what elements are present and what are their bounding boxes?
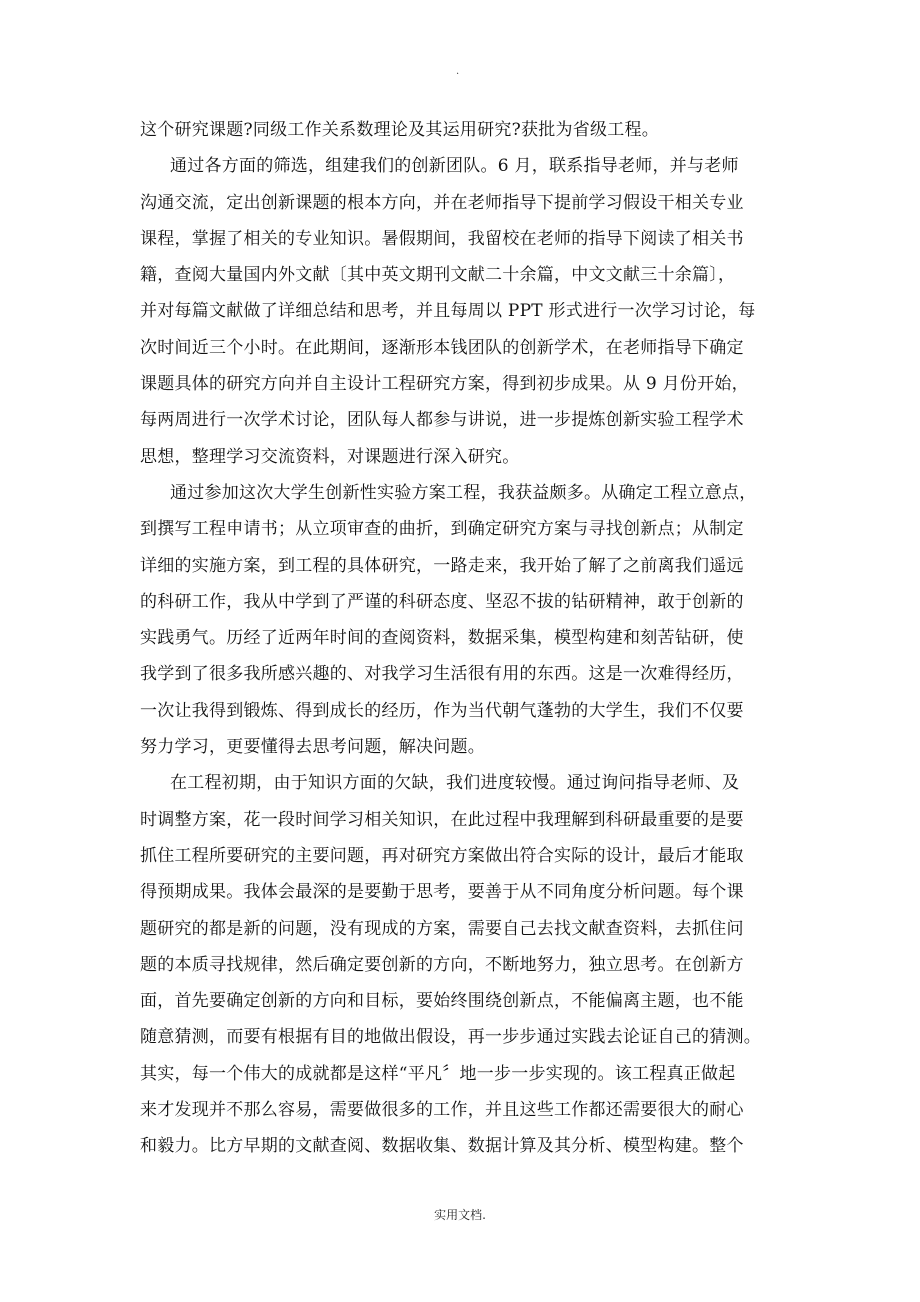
- paragraph: [140, 112, 790, 148]
- text-line: 实践勇气。历经了近两年时间的查阅资料，数据采集，模型构建和刻苦钻研，使: [140, 628, 744, 649]
- text-line: 题的本质寻找规律，然后确定要创新的方向，不断地努力，独立思考。在创新方: [140, 954, 744, 975]
- header-mark: .: [456, 66, 460, 77]
- text-line: 通过参加这次大学生创新性实验方案工程，我获益颇多。从确定工程立意点，: [170, 482, 757, 503]
- text-line: 的科研工作，我从中学到了严谨的科研态度、坚忍不拔的钻研精神，敢于创新的: [140, 591, 744, 612]
- text-line: 思想，整理学习交流资料，对课题进行深入研究。: [140, 446, 520, 467]
- text-line: 我学到了很多我所感兴趣的、对我学习生活很有用的东西。这是一次难得经历，: [140, 664, 744, 685]
- text-line: 面，首先要确定创新的方向和目标，要始终围绕创新点，不能偏离主题，也不能: [140, 991, 744, 1012]
- page-footer: 实用文档.: [434, 1208, 486, 1222]
- text-line: 在工程初期，由于知识方面的欠缺，我们进度较慢。通过询问指导老师、及: [170, 773, 740, 794]
- text-line: 一次让我得到锻炼、得到成长的经历，作为当代朝气蓬勃的大学生，我们不仅要: [140, 700, 744, 721]
- text-line: 到撰写工程申请书；从立项审查的曲折，到确定研究方案与寻找创新点；从制定: [140, 519, 744, 540]
- text-line: 时调整方案，花一段时间学习相关知识，在此过程中我理解到科研最重要的是要: [140, 809, 744, 830]
- text-line: 沟通交流，定出创新课题的根本方向，并在老师指导下提前学习假设干相关专业: [140, 192, 744, 213]
- text-line: 通过各方面的筛选，组建我们的创新团队。6 月，联系指导老师，并与老师: [170, 156, 739, 177]
- text-line: 每两周进行一次学术讨论，团队每人都参与讲说，进一步提炼创新实验工程学术: [140, 410, 744, 431]
- text-line: 得预期成果。我体会最深的是要勤于思考，要善于从不同角度分析问题。每个课: [140, 882, 744, 903]
- text-line: 并对每篇文献做了详细总结和思考，并且每周以 PPT 形式进行一次学习讨论，每: [140, 301, 756, 322]
- paragraph: [140, 765, 790, 1164]
- paragraph: [140, 475, 790, 765]
- text-line: 课题具体的研究方向并自主设计工程研究方案，得到初步成果。从 9 月份开始，: [140, 374, 749, 395]
- text-line: 来才发现并不那么容易，需要做很多的工作，并且这些工作都还需要很大的耐心: [140, 1100, 744, 1121]
- text-line: 课程，掌握了相关的专业知识。暑假期间，我留校在老师的指导下阅读了相关书: [140, 228, 744, 249]
- body-text: [140, 112, 790, 1165]
- text-line: 其实，每一个伟大的成就都是这样“平凡〞地一步一步实现的。该工程真正做起: [140, 1063, 736, 1084]
- text-line: 籍，查阅大量国内外文献〔其中英文期刊文献二十余篇，中文文献三十余篇〕，: [140, 265, 736, 286]
- text-line: 抓住工程所要研究的主要问题，再对研究方案做出符合实际的设计，最后才能取: [140, 845, 744, 866]
- text-line: 努力学习，更要懂得去思考问题，解决问题。: [140, 737, 485, 758]
- text-line: 这个研究课题?同级工作关系数理论及其运用研究?获批为省级工程。: [140, 120, 659, 140]
- text-line: 和毅力。比方早期的文献查阅、数据收集、数据计算及其分析、模型构建。整个: [140, 1136, 744, 1157]
- text-line: 随意猜测，而要有根据有目的地做出假设，再一步步通过实践去论证自己的猜测。: [140, 1027, 761, 1048]
- text-line: 题研究的都是新的问题，没有现成的方案，需要自己去找文献查资料，去抓住问: [140, 918, 744, 939]
- text-line: 次时间近三个小时。在此期间，逐渐形本钱团队的创新学术，在老师指导下确定: [140, 337, 744, 358]
- paragraph: [140, 148, 790, 475]
- text-line: 详细的实施方案，到工程的具体研究，一路走来，我开始了解了之前离我们遥远: [140, 555, 744, 576]
